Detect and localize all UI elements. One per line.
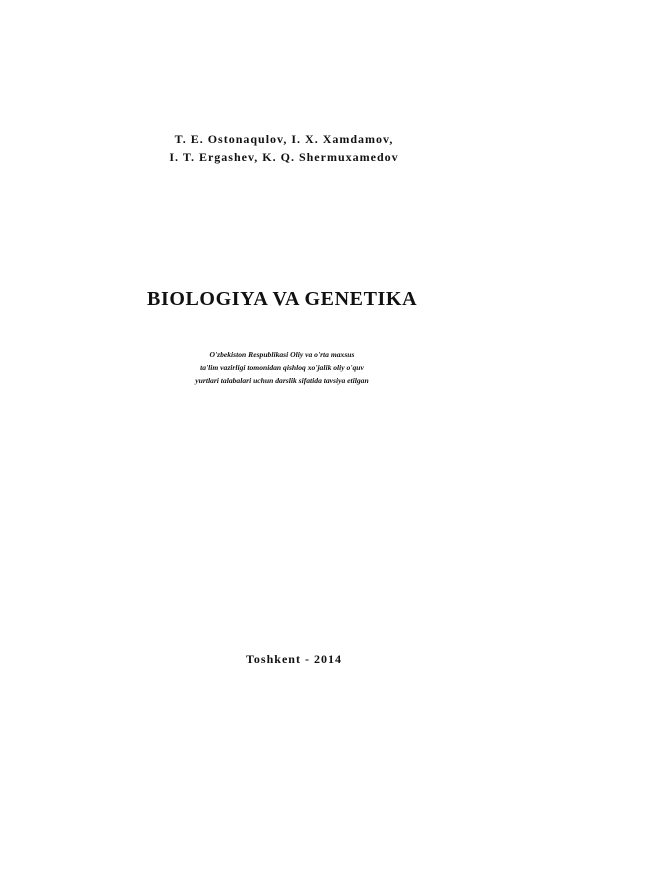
approval-line-3: yurtlari talabalari uchun darslik sifatida tavsiya etilgan [195,376,369,385]
book-title: BIOLOGIYA VA GENETIKA [147,288,418,310]
approval-line-2: ta'lim vazirligi tomonidan qishloq xo'jalik oliy o'quv [200,363,364,372]
approval-note [160,348,404,387]
authors-line-1: T. E. Ostonaqulov, I. X. Xamdamov, [174,132,394,146]
approval-line-1: O'zbekiston Respublikasi Oliy va o'rta maxsus [209,350,355,359]
place-and-year: Toshkent - 2014 [246,652,342,666]
authors-line-2: I. T. Ergashev, K. Q. Shermuxamedov [169,150,399,164]
authors-block [150,130,418,166]
